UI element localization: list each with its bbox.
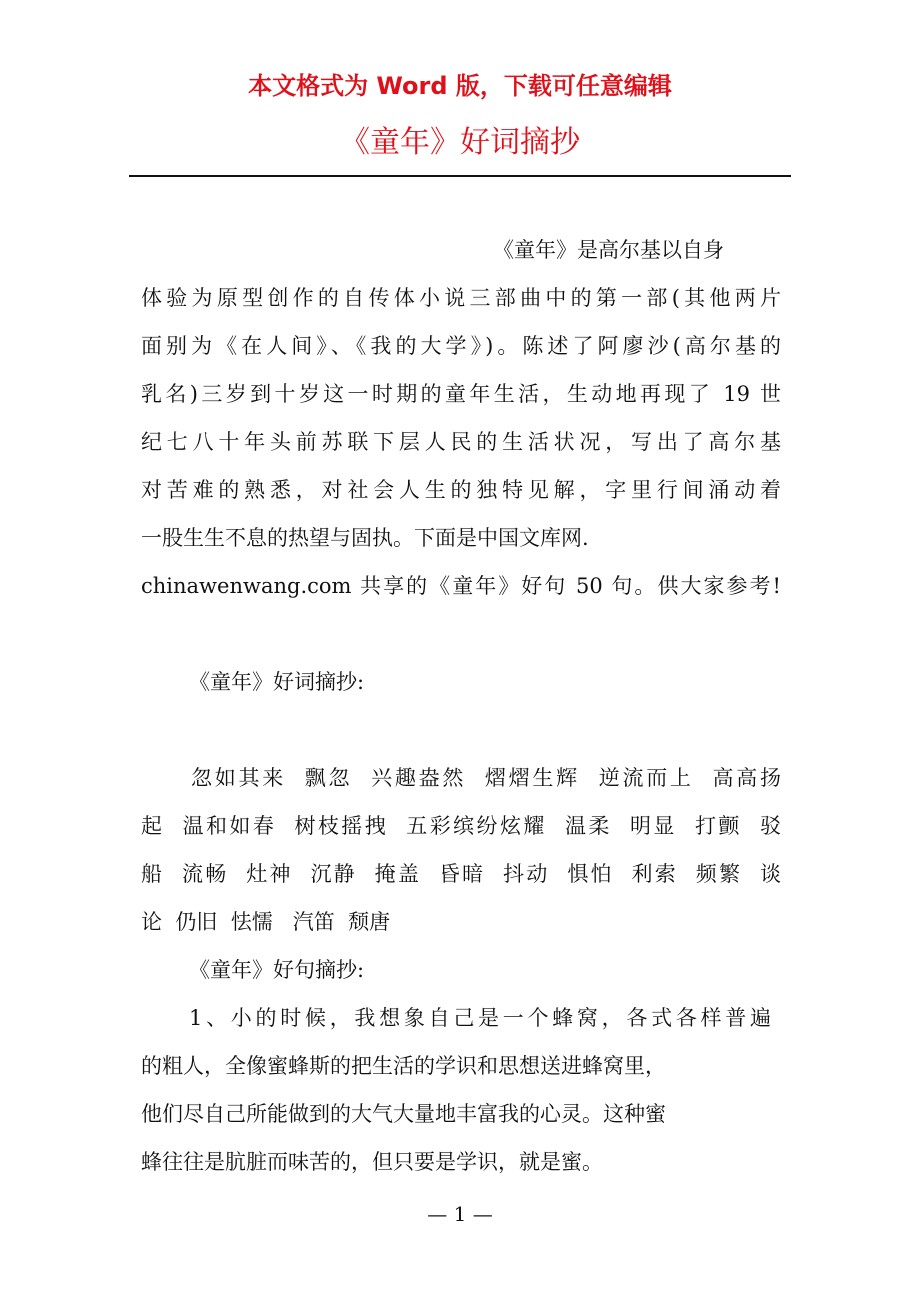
sentence-line: 他们尽自己所能做到的大气大量地丰富我的心灵。这种蜜: [141, 1102, 666, 1126]
intro-line: 对苦难的熟悉，对社会人生的独特见解，字里行间涌动着: [141, 478, 781, 502]
title-divider: [129, 175, 791, 177]
word-list-line: 忽如其来 飘忽 兴趣盎然 熠熠生辉 逆流而上 高高扬: [191, 766, 781, 790]
sentence-line: 蜂往往是肮脏而味苦的，但只要是学识，就是蜜。: [141, 1150, 603, 1174]
intro-line: 体验为原型创作的自传体小说三部曲中的第一部(其他两片: [141, 286, 781, 310]
intro-line: 纪七八十年头前苏联下层人民的生活状况，写出了高尔基: [141, 430, 781, 454]
sentence-line: 1、小的时候，我想象自己是一个蜂窝，各式各样普遍: [189, 1006, 771, 1030]
intro-line: chinawenwang.com 共享的《童年》好句 50 句。供大家参考!: [141, 574, 781, 598]
document-title: 《童年》好词摘抄: [340, 125, 580, 160]
sentence-line: 的粗人，全像蜜蜂斯的把生活的学识和思想送进蜂窝里，: [141, 1054, 666, 1078]
word-list-line: 论 仍旧 怯懦 汽笛 颓唐: [141, 910, 391, 934]
word-list-line: 起 温和如春 树枝摇拽 五彩缤纷炫耀 温柔 明显 打颤 驳: [141, 814, 781, 838]
word-list-line: 船 流畅 灶神 沉静 掩盖 昏暗 抖动 惧怕 利索 频繁 谈: [141, 862, 781, 886]
page-number: — 1 —: [427, 1202, 493, 1226]
intro-line: 面别为《在人间》、《我的大学》)。陈述了阿廖沙(高尔基的: [141, 334, 781, 358]
intro-line: 一股生生不息的热望与固执。下面是中国文库网.: [141, 526, 589, 550]
format-notice-banner: 本文格式为 Word 版，下载可任意编辑: [248, 72, 672, 100]
intro-line: 《童年》是高尔基以自身: [493, 238, 724, 262]
sentences-heading: 《童年》好句摘抄:: [189, 958, 365, 982]
intro-line: 乳名)三岁到十岁这一时期的童年生活，生动地再现了 19 世: [141, 382, 781, 406]
words-heading: 《童年》好词摘抄:: [189, 670, 365, 694]
